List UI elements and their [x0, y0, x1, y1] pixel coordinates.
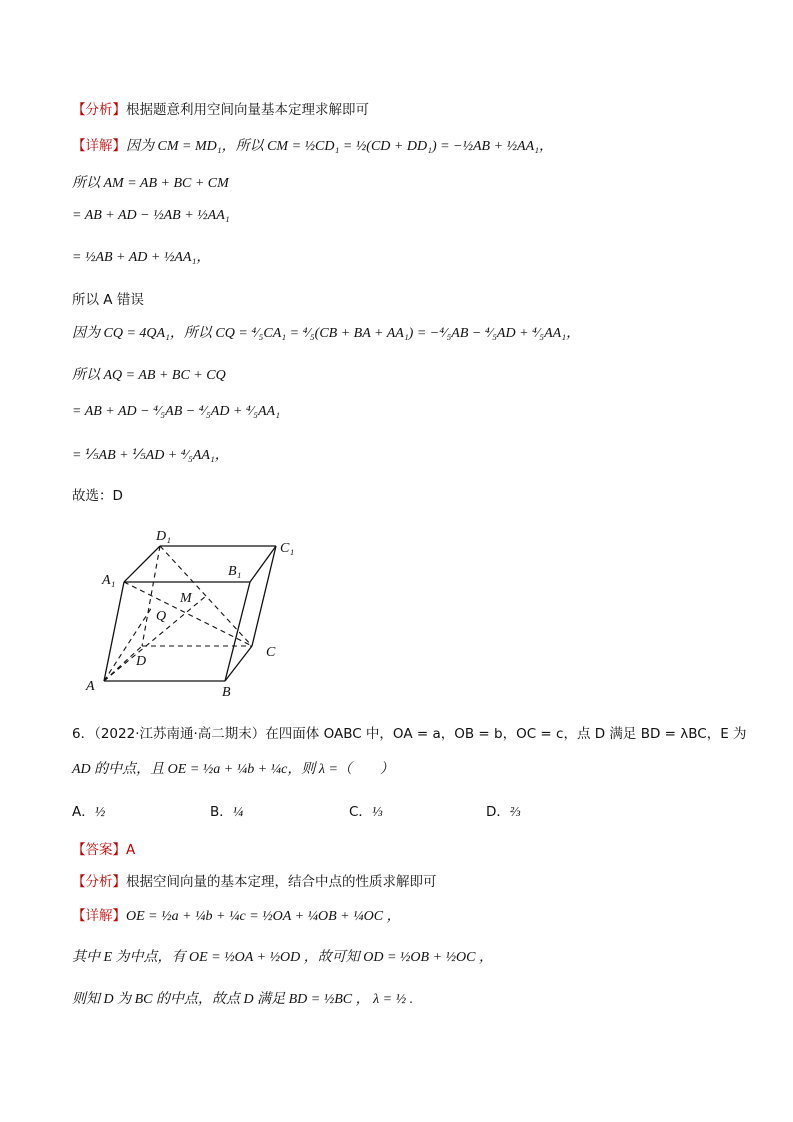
label-B1: B₁ — [228, 564, 242, 579]
edge-B1B — [225, 582, 250, 681]
detail-line-6 — [72, 906, 401, 927]
label-C1: C₁ — [280, 541, 295, 556]
analysis-line-5 — [72, 100, 369, 120]
question-6-line-1: 6．（2022·江苏南通·高二期末）在四面体 OABC 中，OA = a，OB = b，OC = c，点 D 满足 BD = λBC，E 为 — [72, 726, 747, 742]
answer-line-6 — [72, 840, 135, 860]
line-AM — [104, 596, 206, 681]
solution-line: 所以 AQ = AB + BC + CQ — [72, 368, 226, 383]
analysis-label: 【分析】 — [72, 102, 126, 118]
label-D1: D₁ — [156, 529, 171, 544]
detail-label: 【详解】 — [72, 138, 126, 154]
analysis-line-6 — [72, 872, 437, 892]
analysis-label: 【分析】 — [72, 874, 126, 890]
analysis-text: 根据空间向量的基本定理，结合中点的性质求解即可 — [126, 874, 437, 890]
label-A: A — [86, 679, 95, 694]
solution-line: 因为 CQ = 4QA₁，所以 CQ = ⁴⁄₅CA₁ = ⁴⁄₅(CB + BA + AA₁) = −⁴⁄₅AB − ⁴⁄₅AD + ⁴⁄₅AA₁， — [72, 326, 581, 341]
option-b: B．¼ — [210, 804, 244, 820]
solution-line: 所以 AM = AB + BC + CM — [72, 176, 229, 191]
parallelepiped-figure — [80, 524, 310, 702]
detail-line-5 — [72, 136, 553, 157]
label-A1: A₁ — [102, 573, 116, 588]
option-d: D．⅔ — [486, 804, 521, 820]
label-C: C — [266, 645, 276, 660]
detail-line-6-3: 则知 D 为 BC 的中点，故点 D 满足 BD = ½BC ， λ = ½ . — [72, 992, 414, 1007]
solution-line: = AB + AD − ⁴⁄₅AB − ⁴⁄₅AD + ⁴⁄₅AA₁ — [72, 404, 280, 419]
final-choice: 故选：D — [72, 488, 123, 504]
answer-value: A — [126, 842, 136, 858]
question-6-line-2: AD 的中点，且 OE = ½a + ¼b + ¼c，则 λ =（ ） — [72, 762, 394, 777]
edge-C1C — [252, 546, 276, 646]
detail-label: 【详解】 — [72, 908, 126, 924]
solution-line: 所以 A 错误 — [72, 292, 144, 308]
detail-text: 因为 CM = MD₁，所以 CM = ½CD₁ = ½(CD + DD₁) = −½AB + ½AA₁， — [126, 139, 554, 154]
detail-text: OE = ½a + ¼b + ¼c = ½OA + ¼OB + ¼OC ， — [126, 909, 401, 924]
analysis-text: 根据题意利用空间向量基本定理求解即可 — [126, 102, 369, 118]
answer-label: 【答案】 — [72, 842, 126, 858]
detail-line-6-2: 其中 E 为中点，有 OE = ½OA + ½OD ，故可知 OD = ½OB + ½OC ， — [72, 950, 493, 965]
question-6-options — [72, 802, 572, 826]
solution-line: = AB + AD − ½AB + ½AA₁ — [72, 208, 230, 223]
solution-line: = ⅕AB + ⅕AD + ⁴⁄₅AA₁， — [72, 448, 229, 463]
label-B: B — [222, 685, 231, 700]
label-M: M — [180, 591, 192, 606]
solution-line: = ½AB + AD + ½AA₁， — [72, 250, 211, 265]
label-Q: Q — [156, 609, 167, 624]
option-c: C．⅓ — [349, 804, 383, 820]
label-D: D — [136, 654, 147, 669]
option-a: A．½ — [72, 804, 106, 820]
